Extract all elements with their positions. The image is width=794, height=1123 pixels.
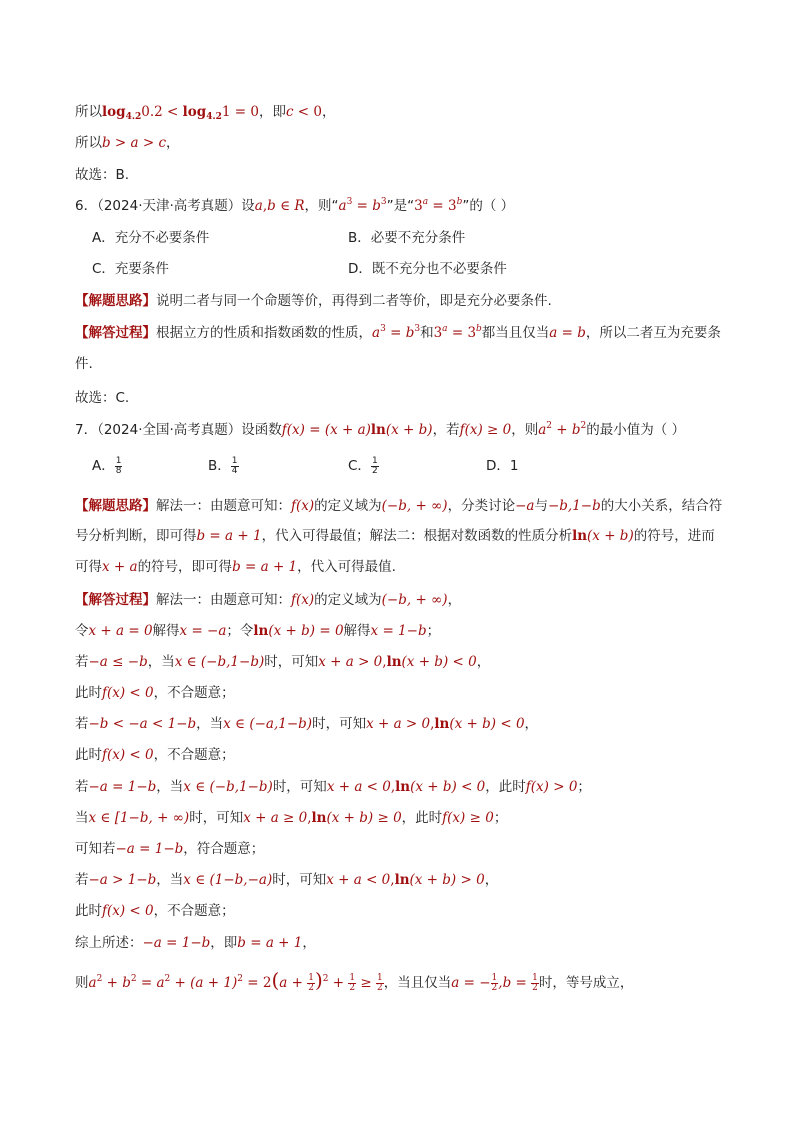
q7-solution-idea-2	[75, 526, 715, 546]
math: (−b, + ∞)	[381, 498, 448, 514]
text: 的定义域为	[314, 498, 382, 514]
math: b	[372, 198, 381, 214]
math: = 2	[242, 975, 272, 991]
text: 与	[534, 498, 548, 514]
math: 2	[322, 974, 329, 984]
math: −a > 1−b	[88, 872, 157, 888]
step-case-1-result	[75, 683, 235, 703]
math: ln	[572, 528, 588, 544]
text: 解得	[152, 623, 180, 639]
text: ，	[302, 935, 316, 951]
math: c	[285, 104, 294, 120]
text: 可知若	[75, 841, 116, 857]
text: 的符号，即可得	[137, 559, 233, 575]
math: (	[271, 968, 280, 992]
text: ，则	[511, 422, 539, 438]
numerator: 1	[371, 455, 378, 466]
q6-option-b[interactable]: B．必要不充分条件	[348, 230, 466, 246]
math: x + a > 0	[318, 654, 383, 670]
q7-option-b[interactable]	[208, 456, 239, 476]
math: log	[182, 104, 207, 120]
fraction	[371, 457, 379, 476]
math: 0.2 <	[141, 104, 183, 120]
text: ，	[322, 104, 336, 120]
denominator: 2	[491, 982, 498, 993]
text: 解法一：由题意可知：	[156, 592, 291, 608]
section-tag: 【解题思路】	[75, 293, 156, 309]
math: x ∈ (1−b,−a)	[183, 872, 273, 888]
fraction	[115, 457, 123, 476]
math: ,b =	[498, 975, 532, 991]
option-letter: B．	[208, 458, 231, 474]
text: ，	[166, 135, 180, 151]
text: ，当	[147, 654, 175, 670]
math: b	[456, 197, 463, 207]
math: (x) = (x + a)	[286, 422, 371, 438]
text: ，当	[156, 779, 184, 795]
math: ,	[307, 810, 312, 826]
q7-solution-idea-3	[75, 557, 396, 577]
section-tag: 【解题思路】	[75, 498, 156, 514]
denominator: 2	[371, 465, 378, 476]
math: −a = 1−b	[142, 935, 211, 951]
math: x + a < 0	[326, 779, 391, 795]
text: ；	[426, 623, 441, 639]
text: ，所以二者互为充要条	[585, 325, 721, 341]
text: ，	[524, 716, 539, 732]
text: 的定义域为	[314, 592, 382, 608]
text: 若	[75, 872, 89, 888]
text: ；	[577, 779, 591, 795]
math: +	[328, 975, 349, 991]
math: + b	[552, 422, 581, 438]
math: f(x) < 0	[102, 685, 154, 701]
step-summary	[75, 933, 316, 953]
numerator: 1	[349, 972, 356, 983]
text: 若	[75, 654, 89, 670]
text: ；令	[226, 623, 254, 639]
step-roots	[75, 621, 440, 641]
numerator: 1	[377, 972, 383, 983]
text: 解得	[343, 623, 371, 639]
numerator: 1	[308, 972, 314, 983]
text: ，	[447, 592, 462, 608]
math: 2	[164, 974, 171, 984]
math: ln	[434, 716, 450, 732]
text: 的最小值为（ ）	[586, 422, 686, 438]
math: x + a > 0	[366, 716, 431, 732]
math: 2	[546, 421, 552, 431]
math: x = 1−b	[370, 623, 427, 639]
q7-solution-idea	[75, 496, 722, 516]
math: b = a + 1	[237, 935, 303, 951]
section-tag: 【解答过程】	[75, 325, 156, 341]
math: x ∈ (−b,1−b)	[183, 779, 273, 795]
text: ，代入可得最值.	[297, 559, 396, 575]
math: x + a < 0	[326, 872, 391, 888]
text: 时，等号成立，	[538, 975, 634, 991]
math: f(x) < 0	[102, 747, 154, 763]
text: 所以	[75, 135, 102, 151]
fraction	[307, 974, 315, 993]
text: 时，可知	[272, 779, 327, 795]
text: ，当且仅当	[383, 975, 452, 991]
question-6	[75, 196, 514, 216]
math: (−b, + ∞)	[381, 592, 448, 608]
text: 都当且仅当	[481, 325, 550, 341]
math: a	[338, 198, 347, 214]
text: ，当	[196, 716, 224, 732]
step-case-2-result	[75, 745, 235, 765]
math: b > a > c	[102, 135, 167, 151]
math: = 3	[447, 325, 477, 341]
math: b = a + 1	[232, 559, 298, 575]
math: f(x) > 0	[525, 779, 578, 795]
text: ，	[476, 654, 491, 670]
text: ，分类讨论	[447, 498, 516, 514]
line-log-compare	[75, 102, 336, 122]
math: a	[538, 422, 547, 438]
step-case-4	[75, 870, 498, 890]
math: x + a ≥ 0	[243, 810, 308, 826]
math: = 3	[428, 198, 457, 214]
math: (x + b) < 0	[401, 654, 477, 670]
text: 此时	[75, 903, 102, 919]
numerator: 1	[115, 455, 122, 466]
answer-q6: 故选：C.	[75, 390, 130, 406]
math: x ∈ (−a,1−b)	[223, 716, 313, 732]
math: ln	[370, 422, 386, 438]
q7-solution-process	[75, 590, 461, 610]
math: (x + b)	[385, 422, 433, 438]
math: 4.2	[206, 112, 222, 122]
numerator: 1	[231, 455, 238, 466]
denominator: 8	[115, 465, 122, 476]
math: (x + b) = 0	[268, 623, 344, 639]
text: 时，可知	[189, 810, 244, 826]
q6-option-d[interactable]: D．既不充分也不必要条件	[348, 261, 507, 277]
math: 4.2	[125, 112, 142, 122]
text: 此时	[75, 747, 102, 763]
fraction	[376, 974, 384, 993]
math: ,	[262, 198, 268, 214]
q7-option-d[interactable]: D．1	[486, 458, 519, 474]
fraction	[531, 974, 539, 993]
text: 此时	[75, 685, 102, 701]
text: 根据立方的性质和指数函数的性质，	[156, 325, 372, 341]
math: ln	[311, 810, 327, 826]
math: ∈ R	[275, 198, 305, 214]
math: −b < −a < 1−b	[88, 716, 197, 732]
math: 2	[130, 974, 137, 984]
text: ”的（ ）	[462, 198, 515, 214]
text: 则	[75, 975, 89, 991]
math: a	[372, 325, 381, 341]
math: −b,1−b	[547, 498, 601, 514]
q7-option-c[interactable]	[348, 456, 379, 476]
text: ，不合题意；	[153, 685, 235, 701]
math: a = −	[451, 975, 491, 991]
math: −a = 1−b	[88, 779, 157, 795]
math: f	[281, 422, 287, 438]
math: 3	[433, 325, 443, 341]
math: a	[88, 975, 97, 991]
math: =	[352, 198, 373, 214]
q6-option-a[interactable]: A．充分不必要条件	[92, 230, 210, 246]
q6-solution-process	[75, 323, 721, 343]
step-case-4-result	[75, 901, 235, 921]
math: = b	[385, 325, 415, 341]
math: b	[476, 324, 482, 334]
text: 的符号，进而	[633, 528, 715, 544]
text: ，则“	[304, 198, 339, 214]
math: 3	[346, 197, 353, 207]
math: log	[102, 104, 126, 120]
text: ，此时	[401, 810, 443, 826]
math: ,	[430, 716, 435, 732]
math: b	[267, 198, 276, 214]
math: b = a + 1	[196, 528, 262, 544]
text: ，代入可得最值；解法二：根据对数函数的性质分析	[261, 528, 573, 544]
math: −a = 1−b	[115, 841, 184, 857]
numerator: 1	[491, 972, 498, 983]
text: 若	[75, 779, 89, 795]
math: 3	[380, 324, 386, 334]
math: 1 = 0	[221, 104, 259, 120]
text: 和	[420, 325, 434, 341]
text: 所以	[75, 104, 102, 120]
math: + b	[102, 975, 131, 991]
text: 的大小关系，结合符	[600, 498, 723, 514]
math: (x + b) > 0	[409, 872, 485, 888]
math: ln	[394, 872, 410, 888]
denominator: 2	[377, 982, 383, 993]
math: a = b	[549, 325, 586, 341]
math: f(x) < 0	[102, 903, 154, 919]
math: x = −a	[179, 623, 227, 639]
text: 若	[75, 716, 89, 732]
section-tag: 【解答过程】	[75, 592, 156, 608]
math: ,	[382, 654, 387, 670]
math: x ∈ [1−b, + ∞)	[88, 810, 190, 826]
option-letter: C．	[348, 458, 371, 474]
math: a +	[279, 975, 308, 991]
step-minimum	[75, 970, 633, 993]
q6-solution-idea	[75, 291, 552, 311]
text: ，即	[258, 104, 286, 120]
step-case-3b	[75, 808, 507, 828]
denominator: 2	[532, 982, 538, 993]
math: (x + b)	[587, 528, 634, 544]
denominator: 2	[308, 982, 314, 993]
math: 3	[414, 198, 423, 214]
question-7	[75, 420, 685, 440]
q6-option-c[interactable]: C．充要条件	[92, 261, 169, 277]
math: ln	[386, 654, 402, 670]
option-letter: A．	[92, 458, 115, 474]
math: (x + b) < 0	[410, 779, 486, 795]
q6-solution-process-cont: 件.	[75, 356, 93, 372]
text: 7．（2024·全国·高考真题）设函数	[75, 422, 282, 438]
q7-option-a[interactable]	[92, 456, 122, 476]
text: ，即	[210, 935, 238, 951]
text: ，	[484, 872, 499, 888]
math: f(x)	[291, 498, 315, 514]
math: a	[442, 324, 448, 334]
math: ≥	[356, 975, 377, 991]
text: ，若	[432, 422, 460, 438]
math: f(x) ≥ 0	[442, 810, 494, 826]
text: 令	[75, 623, 89, 639]
math: 2	[580, 421, 587, 431]
denominator: 2	[349, 982, 356, 993]
text: 可得	[75, 559, 102, 575]
math: ,	[390, 872, 395, 888]
fraction	[348, 974, 356, 993]
math: ,	[390, 779, 396, 795]
math: −a ≤ −b	[88, 654, 148, 670]
math: 3	[414, 324, 421, 334]
math: < 0	[293, 104, 322, 120]
step-case-3	[75, 777, 591, 797]
step-case-3-result	[75, 839, 264, 859]
math: 2	[237, 974, 243, 984]
math: (x) ≥ 0	[464, 422, 512, 438]
answer-q5: 故选：B.	[75, 167, 130, 183]
math: a	[254, 198, 263, 214]
math: ln	[253, 623, 269, 639]
math: x + a	[102, 559, 138, 575]
step-case-2	[75, 714, 538, 734]
numerator: 1	[532, 972, 538, 983]
text: 说明二者与同一个命题等价，再得到二者等价，即是充分必要条件.	[156, 293, 552, 309]
text: 时，可知	[312, 716, 367, 732]
math: + (a + 1)	[170, 975, 238, 991]
text: 当	[75, 810, 89, 826]
text: ”是“	[386, 198, 415, 214]
denominator: 4	[231, 465, 238, 476]
math: x ∈ (−b,1−b)	[174, 654, 265, 670]
math: f	[459, 422, 465, 438]
text: ；	[493, 810, 508, 826]
math: ln	[395, 779, 411, 795]
text: ，此时	[485, 779, 526, 795]
text: ，符合题意；	[183, 841, 265, 857]
step-case-1	[75, 652, 490, 672]
text: 时，可知	[264, 654, 319, 670]
math: = a	[136, 975, 165, 991]
math: x + a = 0	[88, 623, 153, 639]
math: −a	[515, 498, 535, 514]
fraction	[231, 457, 239, 476]
math: )	[314, 968, 323, 992]
text: ，不合题意；	[153, 747, 235, 763]
text: 综上所述：	[75, 935, 143, 951]
math: (x + b) < 0	[449, 716, 525, 732]
line-conclusion	[75, 133, 180, 153]
text: 时，可知	[272, 872, 327, 888]
math: a	[422, 197, 429, 207]
math: f(x)	[291, 592, 315, 608]
math: (x + b) ≥ 0	[326, 810, 402, 826]
text: 解法一：由题意可知：	[156, 498, 291, 514]
text: 号分析判断，即可得	[75, 528, 197, 544]
text: ，当	[156, 872, 184, 888]
text: ，不合题意；	[153, 903, 235, 919]
text: 6．（2024·天津·高考真题）设	[75, 198, 255, 214]
math: 3	[380, 197, 387, 207]
math: 2	[96, 974, 103, 984]
